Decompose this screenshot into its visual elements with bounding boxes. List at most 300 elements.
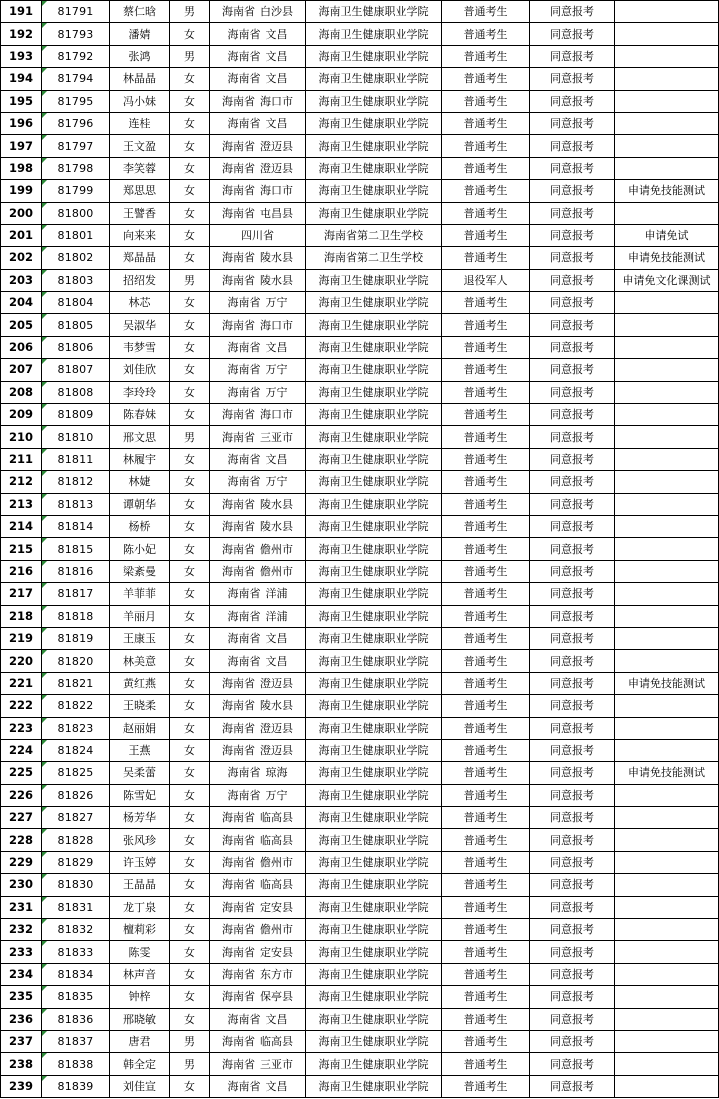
- remarks: 申请免技能测试: [615, 180, 719, 202]
- exam-number: 81806: [57, 341, 94, 355]
- remarks: [615, 941, 719, 963]
- origin-province: 海南省: [222, 967, 255, 981]
- row-number: 230: [1, 874, 42, 896]
- gender: 女: [170, 68, 210, 90]
- row-number: 207: [1, 359, 42, 381]
- origin-cell: [210, 1008, 306, 1030]
- remarks: [615, 90, 719, 112]
- gender: 女: [170, 90, 210, 112]
- table-row: [1, 404, 719, 426]
- student-name: 韦梦雪: [110, 336, 170, 358]
- cell-comment-marker-icon: [42, 270, 47, 275]
- application-intent: 同意报考: [530, 314, 615, 336]
- exam-number-cell: [42, 23, 110, 45]
- origin-cell: [210, 336, 306, 358]
- candidate-type: 普通考生: [442, 717, 530, 739]
- origin-city: 儋州市: [260, 923, 293, 937]
- table-row: [1, 672, 719, 694]
- exam-number: 81791: [57, 5, 94, 19]
- candidate-type: 普通考生: [442, 23, 530, 45]
- row-number: 221: [1, 672, 42, 694]
- row-number: 212: [1, 471, 42, 493]
- student-name: 王康玉: [110, 627, 170, 649]
- exam-number: 81800: [57, 206, 94, 220]
- origin-province: 海南省: [227, 766, 261, 780]
- origin-city: 陵水县: [260, 251, 293, 265]
- exam-number-cell: [42, 896, 110, 918]
- candidate-type: 普通考生: [442, 829, 530, 851]
- graduate-school: 海南卫生健康职业学院: [306, 471, 442, 493]
- cell-comment-marker-icon: [42, 1076, 47, 1081]
- remarks: [615, 896, 719, 918]
- candidate-type: 普通考生: [442, 963, 530, 985]
- table-row: [1, 336, 719, 358]
- exam-number-cell: [42, 717, 110, 739]
- table-row: [1, 583, 719, 605]
- origin-city: 澄迈县: [260, 744, 293, 758]
- exam-number: 81812: [57, 475, 94, 489]
- graduate-school: 海南卫生健康职业学院: [306, 23, 442, 45]
- student-name: 王燕: [110, 739, 170, 761]
- row-number: 200: [1, 202, 42, 224]
- remarks: [615, 1, 719, 23]
- student-name: 刘佳欣: [110, 359, 170, 381]
- graduate-school: 海南省第二卫生学校: [306, 224, 442, 246]
- origin-province: 海南省: [227, 587, 261, 601]
- exam-number-cell: [42, 336, 110, 358]
- table-row: [1, 963, 719, 985]
- gender: 女: [170, 784, 210, 806]
- gender: 女: [170, 314, 210, 336]
- origin-cell: [210, 381, 306, 403]
- graduate-school: 海南卫生健康职业学院: [306, 829, 442, 851]
- exam-number: 81838: [57, 1057, 94, 1071]
- candidate-type: 普通考生: [442, 941, 530, 963]
- cell-comment-marker-icon: [42, 337, 47, 342]
- candidate-type: 普通考生: [442, 851, 530, 873]
- exam-number-cell: [42, 224, 110, 246]
- gender: 女: [170, 471, 210, 493]
- candidate-type: 普通考生: [442, 135, 530, 157]
- origin-cell: [210, 157, 306, 179]
- origin-province: 海南省: [222, 923, 255, 937]
- cell-comment-marker-icon: [42, 292, 47, 297]
- origin-city: 万宁: [265, 385, 288, 399]
- table-row: [1, 1053, 719, 1075]
- origin-city: 洋浦: [265, 587, 288, 601]
- exam-number: 81811: [57, 453, 94, 466]
- exam-number: 81798: [57, 161, 94, 175]
- exam-number: 81825: [57, 766, 94, 780]
- row-number: 238: [1, 1053, 42, 1075]
- origin-cell: [210, 807, 306, 829]
- application-intent: 同意报考: [530, 45, 615, 67]
- gender: 女: [170, 180, 210, 202]
- origin-province: 海南省: [222, 520, 255, 534]
- row-number: 203: [1, 269, 42, 291]
- gender: 女: [170, 202, 210, 224]
- graduate-school: 海南卫生健康职业学院: [306, 1030, 442, 1052]
- graduate-school: 海南卫生健康职业学院: [306, 68, 442, 90]
- cell-comment-marker-icon: [42, 538, 47, 543]
- exam-number: 81814: [57, 520, 94, 534]
- candidate-type: 普通考生: [442, 336, 530, 358]
- gender: 女: [170, 807, 210, 829]
- exam-number-cell: [42, 739, 110, 761]
- exam-number-cell: [42, 157, 110, 179]
- exam-number: 81827: [57, 811, 94, 825]
- table-row: [1, 112, 719, 134]
- origin-cell: [210, 627, 306, 649]
- application-intent: 同意报考: [530, 381, 615, 403]
- student-name: 陈雯: [110, 941, 170, 963]
- remarks: [615, 650, 719, 672]
- graduate-school: 海南卫生健康职业学院: [306, 784, 442, 806]
- origin-city: 文昌: [265, 49, 288, 63]
- gender: 女: [170, 874, 210, 896]
- student-name: 王文盈: [110, 135, 170, 157]
- cell-comment-marker-icon: [42, 762, 47, 767]
- exam-number: 81834: [57, 967, 94, 981]
- cell-comment-marker-icon: [42, 695, 47, 700]
- origin-city: 澄迈县: [260, 139, 293, 153]
- remarks: [615, 538, 719, 560]
- cell-comment-marker-icon: [42, 494, 47, 499]
- application-intent: 同意报考: [530, 1053, 615, 1075]
- exam-number-cell: [42, 874, 110, 896]
- application-intent: 同意报考: [530, 739, 615, 761]
- gender: 女: [170, 695, 210, 717]
- exam-number: 81810: [57, 430, 94, 444]
- origin-province: 海南省: [227, 475, 261, 489]
- exam-number: 81826: [57, 788, 94, 802]
- exam-number: 81805: [57, 318, 94, 332]
- cell-comment-marker-icon: [42, 1, 47, 6]
- table-row: [1, 538, 719, 560]
- application-intent: 同意报考: [530, 627, 615, 649]
- origin-city: 万宁: [265, 475, 288, 489]
- remarks: [615, 605, 719, 627]
- origin-city: 海口市: [260, 184, 293, 198]
- cell-comment-marker-icon: [42, 964, 47, 969]
- table-row: [1, 1030, 719, 1052]
- remarks: [615, 739, 719, 761]
- cell-comment-marker-icon: [42, 516, 47, 521]
- application-intent: 同意报考: [530, 404, 615, 426]
- exam-number-cell: [42, 672, 110, 694]
- cell-comment-marker-icon: [42, 673, 47, 678]
- cell-comment-marker-icon: [42, 23, 47, 28]
- origin-city: 万宁: [265, 788, 288, 802]
- table-row: [1, 605, 719, 627]
- student-name: 钟梓: [110, 986, 170, 1008]
- cell-comment-marker-icon: [42, 583, 47, 588]
- gender: 女: [170, 941, 210, 963]
- student-name: 向来来: [110, 224, 170, 246]
- exam-number-cell: [42, 112, 110, 134]
- origin-province: 海南省: [222, 856, 255, 870]
- origin-cell: [210, 45, 306, 67]
- student-name: 潘婧: [110, 23, 170, 45]
- origin-city: 定安县: [260, 945, 293, 959]
- remarks: [615, 874, 719, 896]
- student-name: 郑思思: [110, 180, 170, 202]
- application-intent: 同意报考: [530, 359, 615, 381]
- origin-cell: [210, 404, 306, 426]
- table-row: [1, 851, 719, 873]
- candidate-type: 普通考生: [442, 672, 530, 694]
- exam-number: 81837: [57, 1035, 94, 1049]
- origin-city: 陵水县: [260, 273, 293, 287]
- exam-number: 81829: [57, 856, 94, 870]
- exam-number: 81808: [57, 385, 94, 399]
- application-intent: 同意报考: [530, 941, 615, 963]
- table-row: [1, 1008, 719, 1030]
- candidate-type: 退役军人: [442, 269, 530, 291]
- exam-number-cell: [42, 1008, 110, 1030]
- application-intent: 同意报考: [530, 157, 615, 179]
- origin-cell: [210, 851, 306, 873]
- student-name: 杨芳华: [110, 807, 170, 829]
- exam-number-cell: [42, 471, 110, 493]
- origin-city: 临高县: [260, 1035, 293, 1049]
- cell-comment-marker-icon: [42, 718, 47, 723]
- gender: 女: [170, 359, 210, 381]
- exam-number-cell: [42, 963, 110, 985]
- candidate-type: 普通考生: [442, 1075, 530, 1097]
- candidate-type: 普通考生: [442, 784, 530, 806]
- candidate-type: 普通考生: [442, 605, 530, 627]
- graduate-school: 海南卫生健康职业学院: [306, 448, 442, 470]
- student-name: 王晓柔: [110, 695, 170, 717]
- row-number: 204: [1, 292, 42, 314]
- table-row: [1, 68, 719, 90]
- gender: 女: [170, 560, 210, 582]
- origin-cell: [210, 650, 306, 672]
- candidate-type: 普通考生: [442, 1030, 530, 1052]
- origin-city: 东方市: [260, 967, 293, 981]
- exam-number: 81822: [57, 699, 94, 713]
- graduate-school: 海南卫生健康职业学院: [306, 157, 442, 179]
- cell-comment-marker-icon: [42, 426, 47, 431]
- table-row: [1, 448, 719, 470]
- cell-comment-marker-icon: [42, 449, 47, 454]
- candidate-type: 普通考生: [442, 896, 530, 918]
- origin-province: 海南省: [222, 564, 255, 578]
- exam-number-cell: [42, 784, 110, 806]
- graduate-school: 海南卫生健康职业学院: [306, 1, 442, 23]
- candidate-type: 普通考生: [442, 583, 530, 605]
- origin-province: 海南省: [227, 632, 261, 646]
- gender: 女: [170, 515, 210, 537]
- origin-province: 海南省: [222, 990, 255, 1004]
- origin-city: 万宁: [265, 296, 288, 310]
- row-number: 237: [1, 1030, 42, 1052]
- row-number: 194: [1, 68, 42, 90]
- cell-comment-marker-icon: [42, 404, 47, 409]
- gender: 女: [170, 963, 210, 985]
- student-name: 邢文思: [110, 426, 170, 448]
- origin-city: 洋浦: [265, 609, 288, 623]
- remarks: [615, 986, 719, 1008]
- cell-comment-marker-icon: [42, 225, 47, 230]
- graduate-school: 海南卫生健康职业学院: [306, 896, 442, 918]
- candidate-type: 普通考生: [442, 381, 530, 403]
- cell-comment-marker-icon: [42, 1053, 47, 1058]
- exam-number-cell: [42, 538, 110, 560]
- remarks: [615, 717, 719, 739]
- origin-cell: [210, 448, 306, 470]
- cell-comment-marker-icon: [42, 91, 47, 96]
- graduate-school: 海南卫生健康职业学院: [306, 919, 442, 941]
- table-row: [1, 807, 719, 829]
- gender: 女: [170, 919, 210, 941]
- row-number: 227: [1, 807, 42, 829]
- table-row: [1, 471, 719, 493]
- row-number: 209: [1, 404, 42, 426]
- origin-city: 屯昌县: [260, 206, 293, 220]
- exam-number-cell: [42, 650, 110, 672]
- gender: 男: [170, 426, 210, 448]
- exam-number: 81816: [57, 564, 94, 578]
- student-name: 刘佳宣: [110, 1075, 170, 1097]
- table-row: [1, 762, 719, 784]
- exam-number-cell: [42, 493, 110, 515]
- exam-number-cell: [42, 583, 110, 605]
- origin-province: 海南省: [227, 654, 261, 668]
- exam-number: 81832: [57, 923, 94, 937]
- candidate-type: 普通考生: [442, 1008, 530, 1030]
- candidate-type: 普通考生: [442, 627, 530, 649]
- candidate-type: 普通考生: [442, 224, 530, 246]
- exam-number-cell: [42, 202, 110, 224]
- origin-province: 海南省: [227, 296, 261, 310]
- origin-cell: [210, 471, 306, 493]
- exam-number: 81828: [57, 833, 94, 847]
- origin-cell: [210, 717, 306, 739]
- table-row: [1, 1075, 719, 1097]
- student-name: 林美意: [110, 650, 170, 672]
- graduate-school: 海南卫生健康职业学院: [306, 493, 442, 515]
- origin-city: 文昌: [265, 654, 288, 668]
- remarks: [615, 112, 719, 134]
- student-name: 林声音: [110, 963, 170, 985]
- student-name: 韩全定: [110, 1053, 170, 1075]
- student-name: 许玉婷: [110, 851, 170, 873]
- table-row: [1, 1, 719, 23]
- exam-number-cell: [42, 627, 110, 649]
- cell-comment-marker-icon: [42, 180, 47, 185]
- row-number: 232: [1, 919, 42, 941]
- gender: 男: [170, 1030, 210, 1052]
- cell-comment-marker-icon: [42, 852, 47, 857]
- gender: 女: [170, 650, 210, 672]
- origin-province: 海南省: [222, 273, 255, 287]
- origin-cell: [210, 112, 306, 134]
- application-intent: 同意报考: [530, 471, 615, 493]
- origin-city: 澄迈县: [260, 721, 293, 735]
- application-intent: 同意报考: [530, 829, 615, 851]
- exam-number: 81817: [57, 587, 94, 601]
- graduate-school: 海南卫生健康职业学院: [306, 404, 442, 426]
- table-row: [1, 695, 719, 717]
- application-intent: 同意报考: [530, 68, 615, 90]
- exam-number: 81818: [57, 609, 94, 623]
- candidate-type: 普通考生: [442, 874, 530, 896]
- gender: 男: [170, 1, 210, 23]
- remarks: 申请免技能测试: [615, 762, 719, 784]
- application-intent: 同意报考: [530, 1008, 615, 1030]
- gender: 女: [170, 896, 210, 918]
- table-row: [1, 650, 719, 672]
- graduate-school: 海南卫生健康职业学院: [306, 1053, 442, 1075]
- roster-body: [1, 1, 719, 1098]
- table-row: [1, 292, 719, 314]
- table-row: [1, 269, 719, 291]
- remarks: [615, 471, 719, 493]
- exam-number-cell: [42, 135, 110, 157]
- origin-cell: [210, 695, 306, 717]
- application-intent: 同意报考: [530, 695, 615, 717]
- candidate-type: 普通考生: [442, 90, 530, 112]
- candidate-type: 普通考生: [442, 471, 530, 493]
- origin-province: 海南省: [222, 497, 255, 511]
- graduate-school: 海南卫生健康职业学院: [306, 112, 442, 134]
- remarks: [615, 448, 719, 470]
- gender: 女: [170, 157, 210, 179]
- row-number: 223: [1, 717, 42, 739]
- application-intent: 同意报考: [530, 448, 615, 470]
- graduate-school: 海南卫生健康职业学院: [306, 292, 442, 314]
- origin-province: 海南省: [227, 385, 261, 399]
- exam-number: 81820: [57, 654, 94, 668]
- candidate-type: 普通考生: [442, 515, 530, 537]
- application-intent: 同意报考: [530, 90, 615, 112]
- origin-province: 海南省: [222, 94, 255, 108]
- table-row: [1, 986, 719, 1008]
- row-number: 195: [1, 90, 42, 112]
- exam-number: 81836: [57, 1012, 94, 1026]
- origin-province: 海南省: [227, 609, 261, 623]
- gender: 女: [170, 292, 210, 314]
- student-name: 吴淑华: [110, 314, 170, 336]
- origin-cell: [210, 762, 306, 784]
- gender: 女: [170, 605, 210, 627]
- gender: 女: [170, 986, 210, 1008]
- application-intent: 同意报考: [530, 784, 615, 806]
- origin-province: 四川省: [241, 229, 274, 243]
- exam-number-cell: [42, 45, 110, 67]
- application-intent: 同意报考: [530, 605, 615, 627]
- origin-province: 海南省: [222, 184, 255, 198]
- cell-comment-marker-icon: [42, 203, 47, 208]
- application-intent: 同意报考: [530, 180, 615, 202]
- application-intent: 同意报考: [530, 1030, 615, 1052]
- origin-city: 临高县: [260, 878, 293, 892]
- exam-number-cell: [42, 247, 110, 269]
- origin-cell: [210, 538, 306, 560]
- row-number: 205: [1, 314, 42, 336]
- application-intent: 同意报考: [530, 1, 615, 23]
- gender: 女: [170, 829, 210, 851]
- student-name: 陈雪妃: [110, 784, 170, 806]
- remarks: [615, 1075, 719, 1097]
- gender: 女: [170, 627, 210, 649]
- graduate-school: 海南卫生健康职业学院: [306, 717, 442, 739]
- origin-cell: [210, 963, 306, 985]
- remarks: [615, 135, 719, 157]
- row-number: 233: [1, 941, 42, 963]
